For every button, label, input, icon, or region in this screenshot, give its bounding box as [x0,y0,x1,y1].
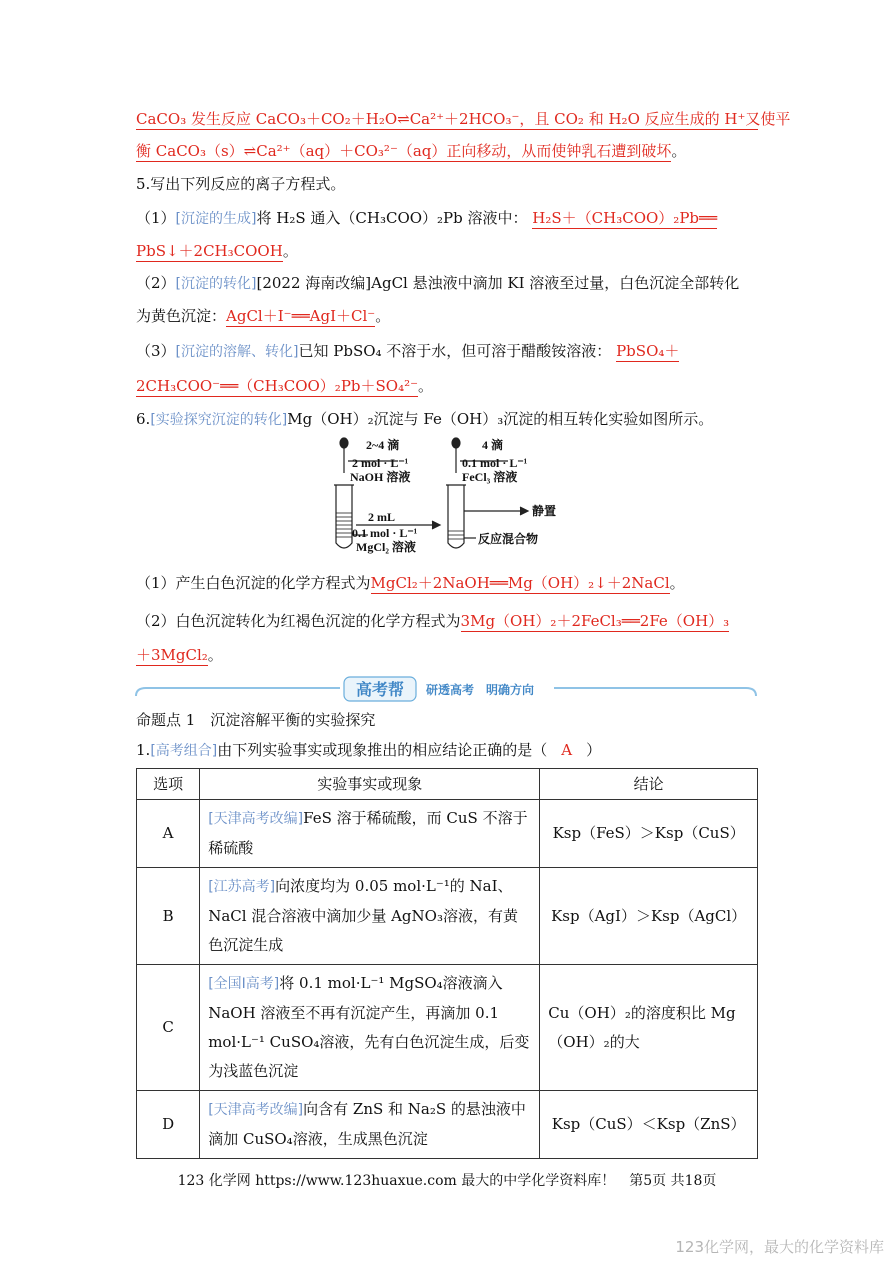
tag-precipitation-formation: [沉淀的生成] [175,211,257,227]
row-option: D [137,1091,200,1159]
t1-name: MgCl₂ 溶液 [356,540,416,554]
d2-drops: 4 滴 [482,438,504,452]
q6-part1: （1）产生白色沉淀的化学方程式为MgCl₂＋2NaOH══Mg（OH）₂↓＋2NaCl。 [136,574,685,592]
tag-precipitation-dissolve: [沉淀的溶解、转化] [175,344,299,360]
t1-conc: 0.1 mol · L⁻¹ [352,526,418,540]
row-option: A [137,800,200,868]
table-header [137,769,758,800]
q5-p1-answer-a: H₂S＋（CH₃COO）₂Pb══ [532,209,718,227]
q5-p1-answer-b: PbS↓＋2CH₃COOH [136,242,283,260]
gaokao-banner [134,676,758,702]
banner-slogan: 研透高考 明确方向 [426,683,535,697]
row-fact: [江苏高考]向浓度均为 0.05 mol·L⁻¹的 NaI、NaCl 混合溶液中滴加少量 AgNO₃溶液，有黄色沉淀生成 [200,868,540,965]
q5-part1-cont: PbS↓＋2CH₃COOH。 [136,242,298,260]
intro-line-1: CaCO₃ 发生反应 CaCO₃＋CO₂＋H₂O⇌Ca²⁺＋2HCO₃⁻，且 CO₂ 和 H₂O 反应生成的 H⁺又使平 [136,110,791,128]
d2-name: FeCl₃ 溶液 [462,470,518,484]
d2-conc: 0.1 mol · L⁻¹ [462,456,528,470]
d1-name: NaOH 溶液 [350,470,411,484]
header-option: 选项 [137,769,200,800]
q5-title: 5.写出下列反应的离子方程式。 [136,175,346,193]
q5-p3-answer-a: PbSO₄＋ [616,342,680,360]
dropper-bulb-1 [340,438,348,448]
q6-p1-answer: MgCl₂＋2NaOH══Mg（OH）₂↓＋2NaCl [370,574,670,592]
banner-logo: 高考帮 [355,680,405,699]
table-row [137,1091,758,1159]
q6-part2: （2）白色沉淀转化为红褐色沉淀的化学方程式为3Mg（OH）₂＋2FeCl₃══2Fe（OH）₃ [136,612,730,630]
q5-part2-cont: 为黄色沉淀：AgCl＋I⁻══AgI＋Cl⁻。 [136,307,391,325]
tag-precipitation-transform: [沉淀的转化] [175,276,257,292]
q1-answer: A [561,741,573,759]
intro-line-2-wrap: 衡 CaCO₃（s）⇌Ca²⁺（aq）＋CO₃²⁻（aq）正向移动，从而使钟乳石遭到破坏。 [136,142,687,160]
d1-conc: 2 mol · L⁻¹ [352,456,409,470]
header-fact: 实验事实或现象 [200,769,540,800]
q6-p2-answer-b: ＋3MgCl₂ [136,646,208,664]
row-option: B [137,868,200,965]
table-row [137,965,758,1091]
q5-p3-answer-b: 2CH₃COO⁻══（CH₃COO）₂Pb＋SO₄²⁻ [136,377,419,395]
table-row [137,800,758,868]
dropper-bulb-2 [452,438,460,448]
q5-part2: （2）[沉淀的转化][2022 海南改编]AgCl 悬浊液中滴加 KI 溶液至过量，白色沉淀全部转化 [136,274,740,292]
q6-p2-answer-a: 3Mg（OH）₂＋2FeCl₃══2Fe（OH）₃ [460,612,730,630]
row-option: C [137,965,200,1091]
q5-part3-cont: 2CH₃COO⁻══（CH₃COO）₂Pb＋SO₄²⁻。 [136,377,434,395]
row-conclusion: Ksp（CuS）＜Ksp（ZnS） [540,1091,758,1159]
page-footer: 123 化学网 https://www.123huaxue.com 最大的中学化学资料库！ 第5页 共18页 [177,1173,717,1189]
standing-label: 静置 [532,504,557,518]
row-conclusion: Ksp（FeS）＞Ksp（CuS） [540,800,758,868]
experiment-diagram [326,437,566,559]
t1-vol: 2 mL [368,510,395,524]
row-conclusion: Ksp（AgI）＞Ksp（AgCl） [540,868,758,965]
row-fact: [天津高考改编]向含有 ZnS 和 Na₂S 的悬浊液中滴加 CuSO₄溶液，生成黑色沉淀 [200,1091,540,1159]
test-tube-2 [448,485,464,548]
tag-gaokao-combo: [高考组合] [150,743,218,759]
q6-title: 6.[实验探究沉淀的转化]Mg（OH）₂沉淀与 Fe（OH）₃沉淀的相互转化实验如图所示。 [136,410,714,428]
row-fact: [全国Ⅰ高考]将 0.1 mol·L⁻¹ MgSO₄溶液滴入 NaOH 溶液至不再有沉淀产生，再滴加 0.1 mol·L⁻¹ CuSO₄溶液，先有白色沉淀生成，后变为浅蓝色沉淀 [200,965,540,1091]
header-conclusion: 结论 [540,769,758,800]
row-conclusion: Cu（OH）₂的溶度积比 Mg（OH）₂的大 [540,965,758,1091]
intro-line-2: 衡 CaCO₃（s）⇌Ca²⁺（aq）＋CO₃²⁻（aq）正向移动，从而使钟乳石遭到破坏 [136,142,672,160]
tag-experiment: [实验探究沉淀的转化] [150,412,288,428]
row-fact: [天津高考改编]FeS 溶于稀硫酸，而 CuS 不溶于稀硫酸 [200,800,540,868]
question-table [136,768,758,1159]
d1-drops: 2~4 滴 [366,438,400,452]
mixture-label: 反应混合物 [478,532,539,546]
q5-p2-answer: AgCl＋I⁻══AgI＋Cl⁻ [226,307,376,325]
q6-part2-cont: ＋3MgCl₂。 [136,646,223,664]
q1-title: 1.[高考组合]由下列实验事实或现象推出的相应结论正确的是（ A ） [136,741,602,759]
q5-part1: （1）[沉淀的生成]将 H₂S 通入（CH₃COO）₂Pb 溶液中： H₂S＋（CH₃COO）₂Pb══ [136,209,718,227]
watermark: 123化学网，最大的化学资料库 [675,1238,884,1256]
table-row [137,868,758,965]
proposition-point: 命题点 1 沉淀溶解平衡的实验探究 [136,711,376,729]
q5-part3: （3）[沉淀的溶解、转化]已知 PbSO₄ 不溶于水，但可溶于醋酸铵溶液： PbSO₄＋ [136,342,680,360]
test-tube-1 [336,485,352,548]
